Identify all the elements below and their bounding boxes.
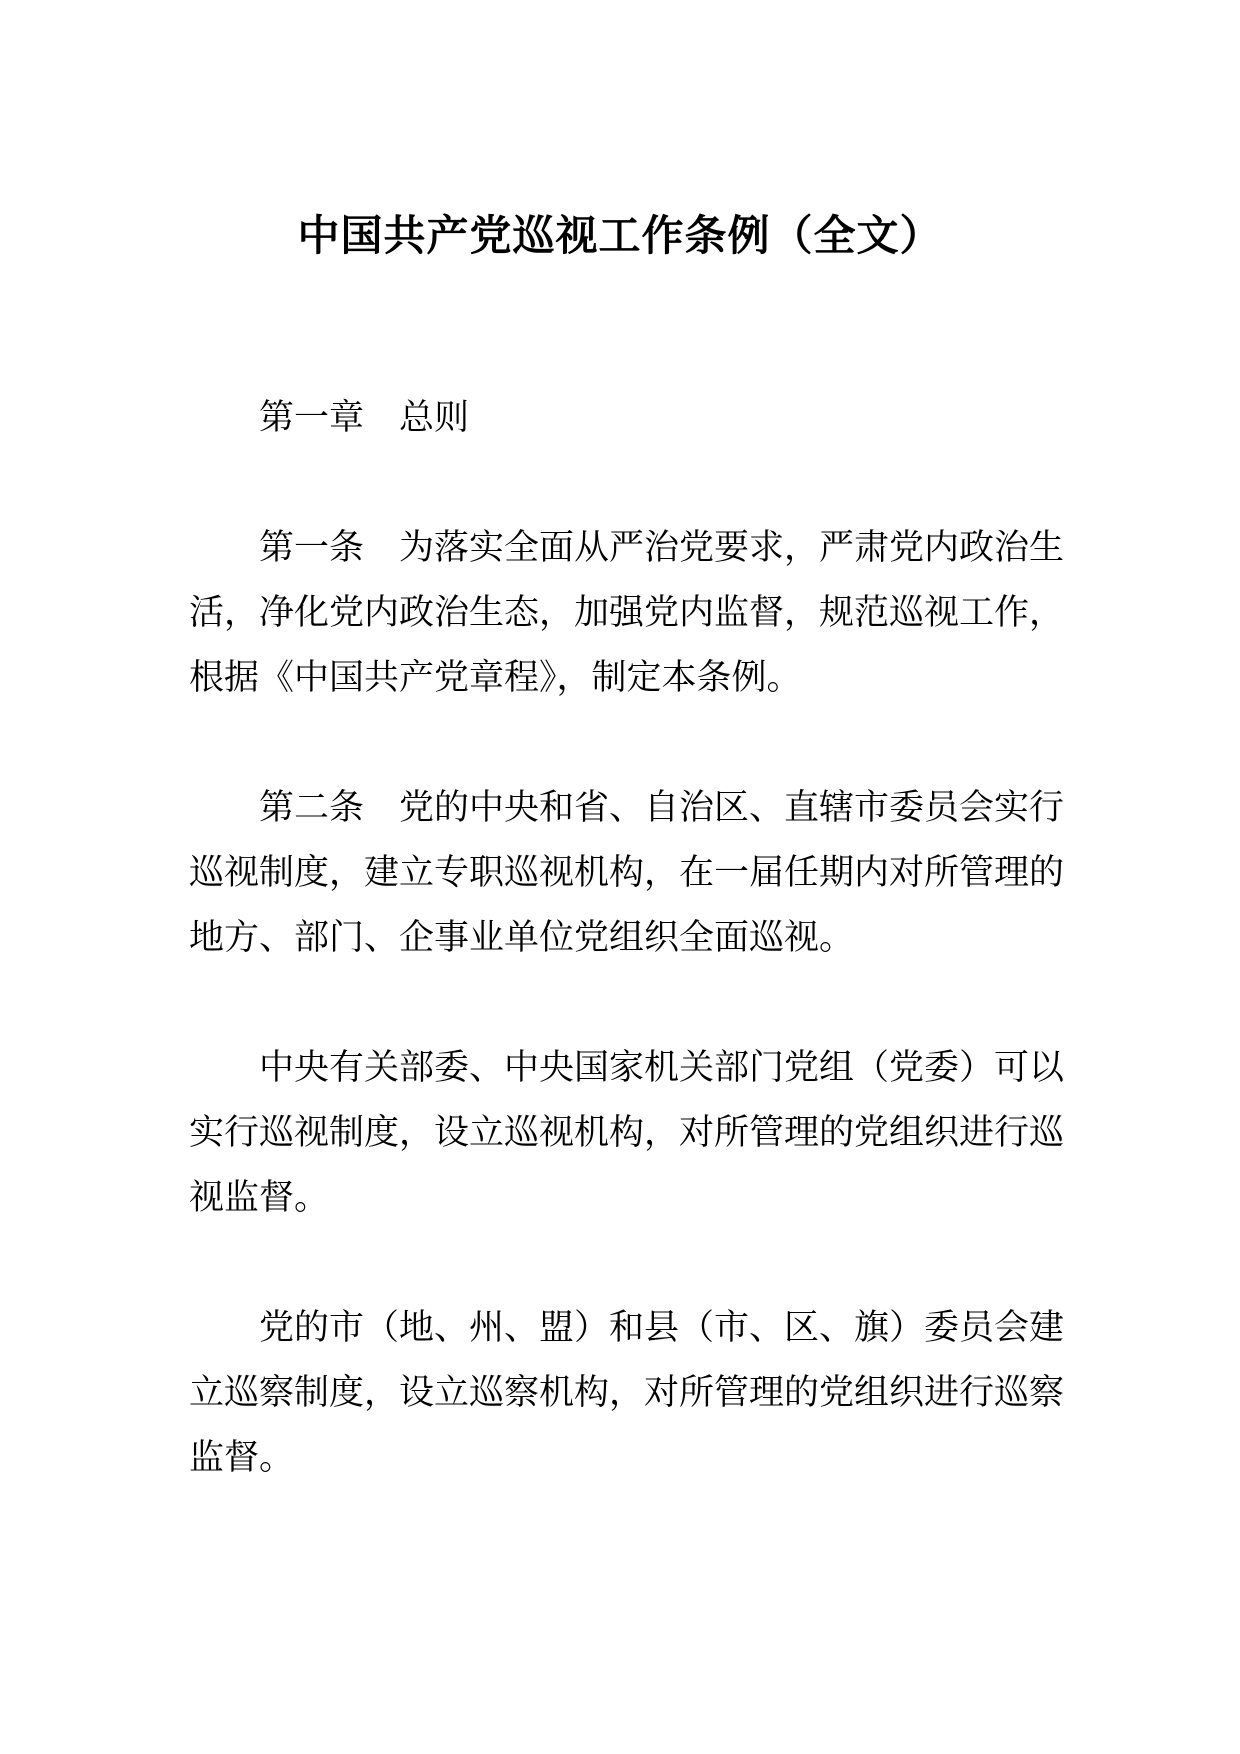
text-line: 巡视制度，建立专职巡视机构，在一届任期内对所管理的: [189, 853, 1065, 893]
text-line: 党的市（地、州、盟）和县（市、区、旗）委员会建: [259, 1308, 1065, 1348]
text-line: 视监督。: [189, 1178, 330, 1218]
paragraph: [189, 1296, 1069, 1491]
text-line: 立巡察制度，设立巡察机构，对所管理的党组织进行巡察: [189, 1373, 1065, 1413]
text-line: 地方、部门、企事业单位党组织全面巡视。: [189, 918, 855, 958]
article-1: [189, 516, 1069, 711]
document-body: [189, 386, 1069, 1556]
document-title: 中国共产党巡视工作条例（全文）: [297, 211, 943, 260]
text-line: 监督。: [189, 1438, 295, 1478]
text-line: 第二条 党的中央和省、自治区、直辖市委员会实行: [259, 788, 1065, 828]
text-line: 中央有关部委、中央国家机关部门党组（党委）可以: [259, 1048, 1065, 1088]
text-line: 第一章 总则: [259, 398, 470, 438]
text-line: 第一条 为落实全面从严治党要求，严肃党内政治生: [259, 528, 1065, 568]
article-2: [189, 776, 1069, 971]
paragraph: [189, 1036, 1069, 1231]
text-line: 活，净化党内政治生态，加强党内监督，规范巡视工作，: [189, 593, 1065, 633]
text-line: 实行巡视制度，设立巡视机构，对所管理的党组织进行巡: [189, 1113, 1065, 1153]
text-line: 根据《中国共产党章程》，制定本条例。: [189, 658, 802, 698]
chapter-heading: [189, 386, 1069, 451]
